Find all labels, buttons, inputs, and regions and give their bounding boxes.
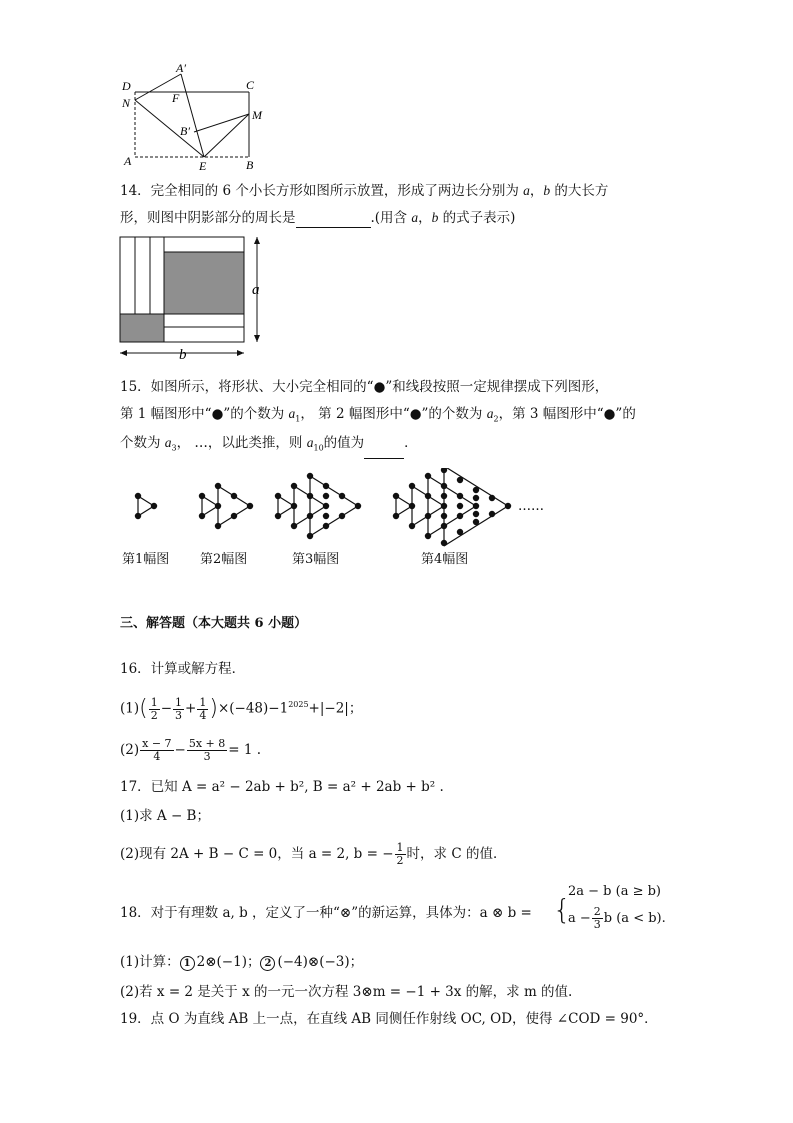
q15-line1: 15．如图所示，将形状、大小完全相同的“●”和线段按照一定规律摆成下列图形， [120,379,609,395]
label-A-prime: A′ [176,62,186,75]
q18-part2: (2)若 x = 2 是关于 x 的一元一次方程 3⊗m = −1 + 3x 的解，求 m 的值. [120,984,573,1000]
label-F: F [172,91,180,105]
dimension-a: a [252,282,260,298]
piecewise-brace: { [553,893,571,926]
q17-part1: (1)求 A − B； [120,808,210,824]
q16-part1: (1)( $\frac{1}{2}$ − $\frac{1}{3}$ + $\frac{1}{4}$ )$\times(-48)-1^{2025}+|-2|$； [120,695,363,722]
answer-blank [296,213,371,228]
q18-case2: a − $\frac{2}{3}$ b (a < b). [568,905,666,931]
q19-stem: 19．点 O 为直线 AB 上一点，在直线 AB 同侧任作射线 OC, OD，使得 ∠COD = 90°． [120,1011,658,1027]
q17-stem: 17．已知 A = a² − 2ab + b², B = a² + 2ab + b² . [120,779,444,795]
section-title: 三、解答题（本大题共 6 小题） [120,616,308,631]
ellipsis: …… [518,499,544,514]
q14-line1: 14．完全相同的 6 个小长方形如图所示放置，形成了两边长分别为 a，b 的大长方 [120,183,609,199]
label-B-prime: B′ [180,124,190,138]
dimension-b: b [179,347,187,362]
q18-case1: 2a − b (a ≥ b) [568,884,662,899]
caption-fig3: 第3幅图 [292,552,340,567]
q15-line3: 个数为 $a_3$， …，以此类推，则 $a_{10}$的值为 ． [120,433,418,459]
label-N: N [122,96,131,110]
shaded-region-small [120,314,164,342]
label-E: E [199,159,207,173]
q18-part1: (1)计算： 1 2⊗(−1)； 2 (−4)⊗(−3)； [120,954,364,970]
caption-fig1: 第1幅图 [122,552,170,567]
label-C: C [246,78,255,92]
caption-fig4: 第4幅图 [421,552,469,567]
label-D: D [122,79,131,93]
q16-part2: (2) $\frac{x - 7}{4}$ − $\frac{5x + 8}{3}$ = 1 . [120,737,262,763]
caption-fig2: 第2幅图 [200,552,248,567]
circled-number-1: 1 [180,956,195,971]
label-B: B [246,158,254,172]
q15-line2: 第 1 幅图形中“●”的个数为 $a_1$， 第 2 幅图形中“●”的个数为 $a_2$，第 3 幅图形中“●”的 [120,406,636,424]
q17-part2: (2)现有 2A + B − C = 0，当 a = 2, b = − $\frac{1}{2}$ 时，求 C 的值． [120,841,507,867]
fold-rectangle-figure [115,62,275,174]
rectangles-figure [115,232,275,362]
q16-stem: 16．计算或解方程． [120,661,246,677]
circled-number-2: 2 [260,956,275,971]
label-M: M [252,108,262,122]
answer-blank [364,444,404,459]
dot-pattern-figures [120,468,560,550]
shaded-region-large [164,252,244,314]
q18-stem: 18．对于有理数 a, b ，定义了一种“⊗”的新运算，具体为：a ⊗ b = [120,905,532,921]
q14-line2: 形，则图中阴影部分的周长是 .(用含 a，b 的式子表示) [120,210,516,226]
label-A: A [124,154,132,168]
